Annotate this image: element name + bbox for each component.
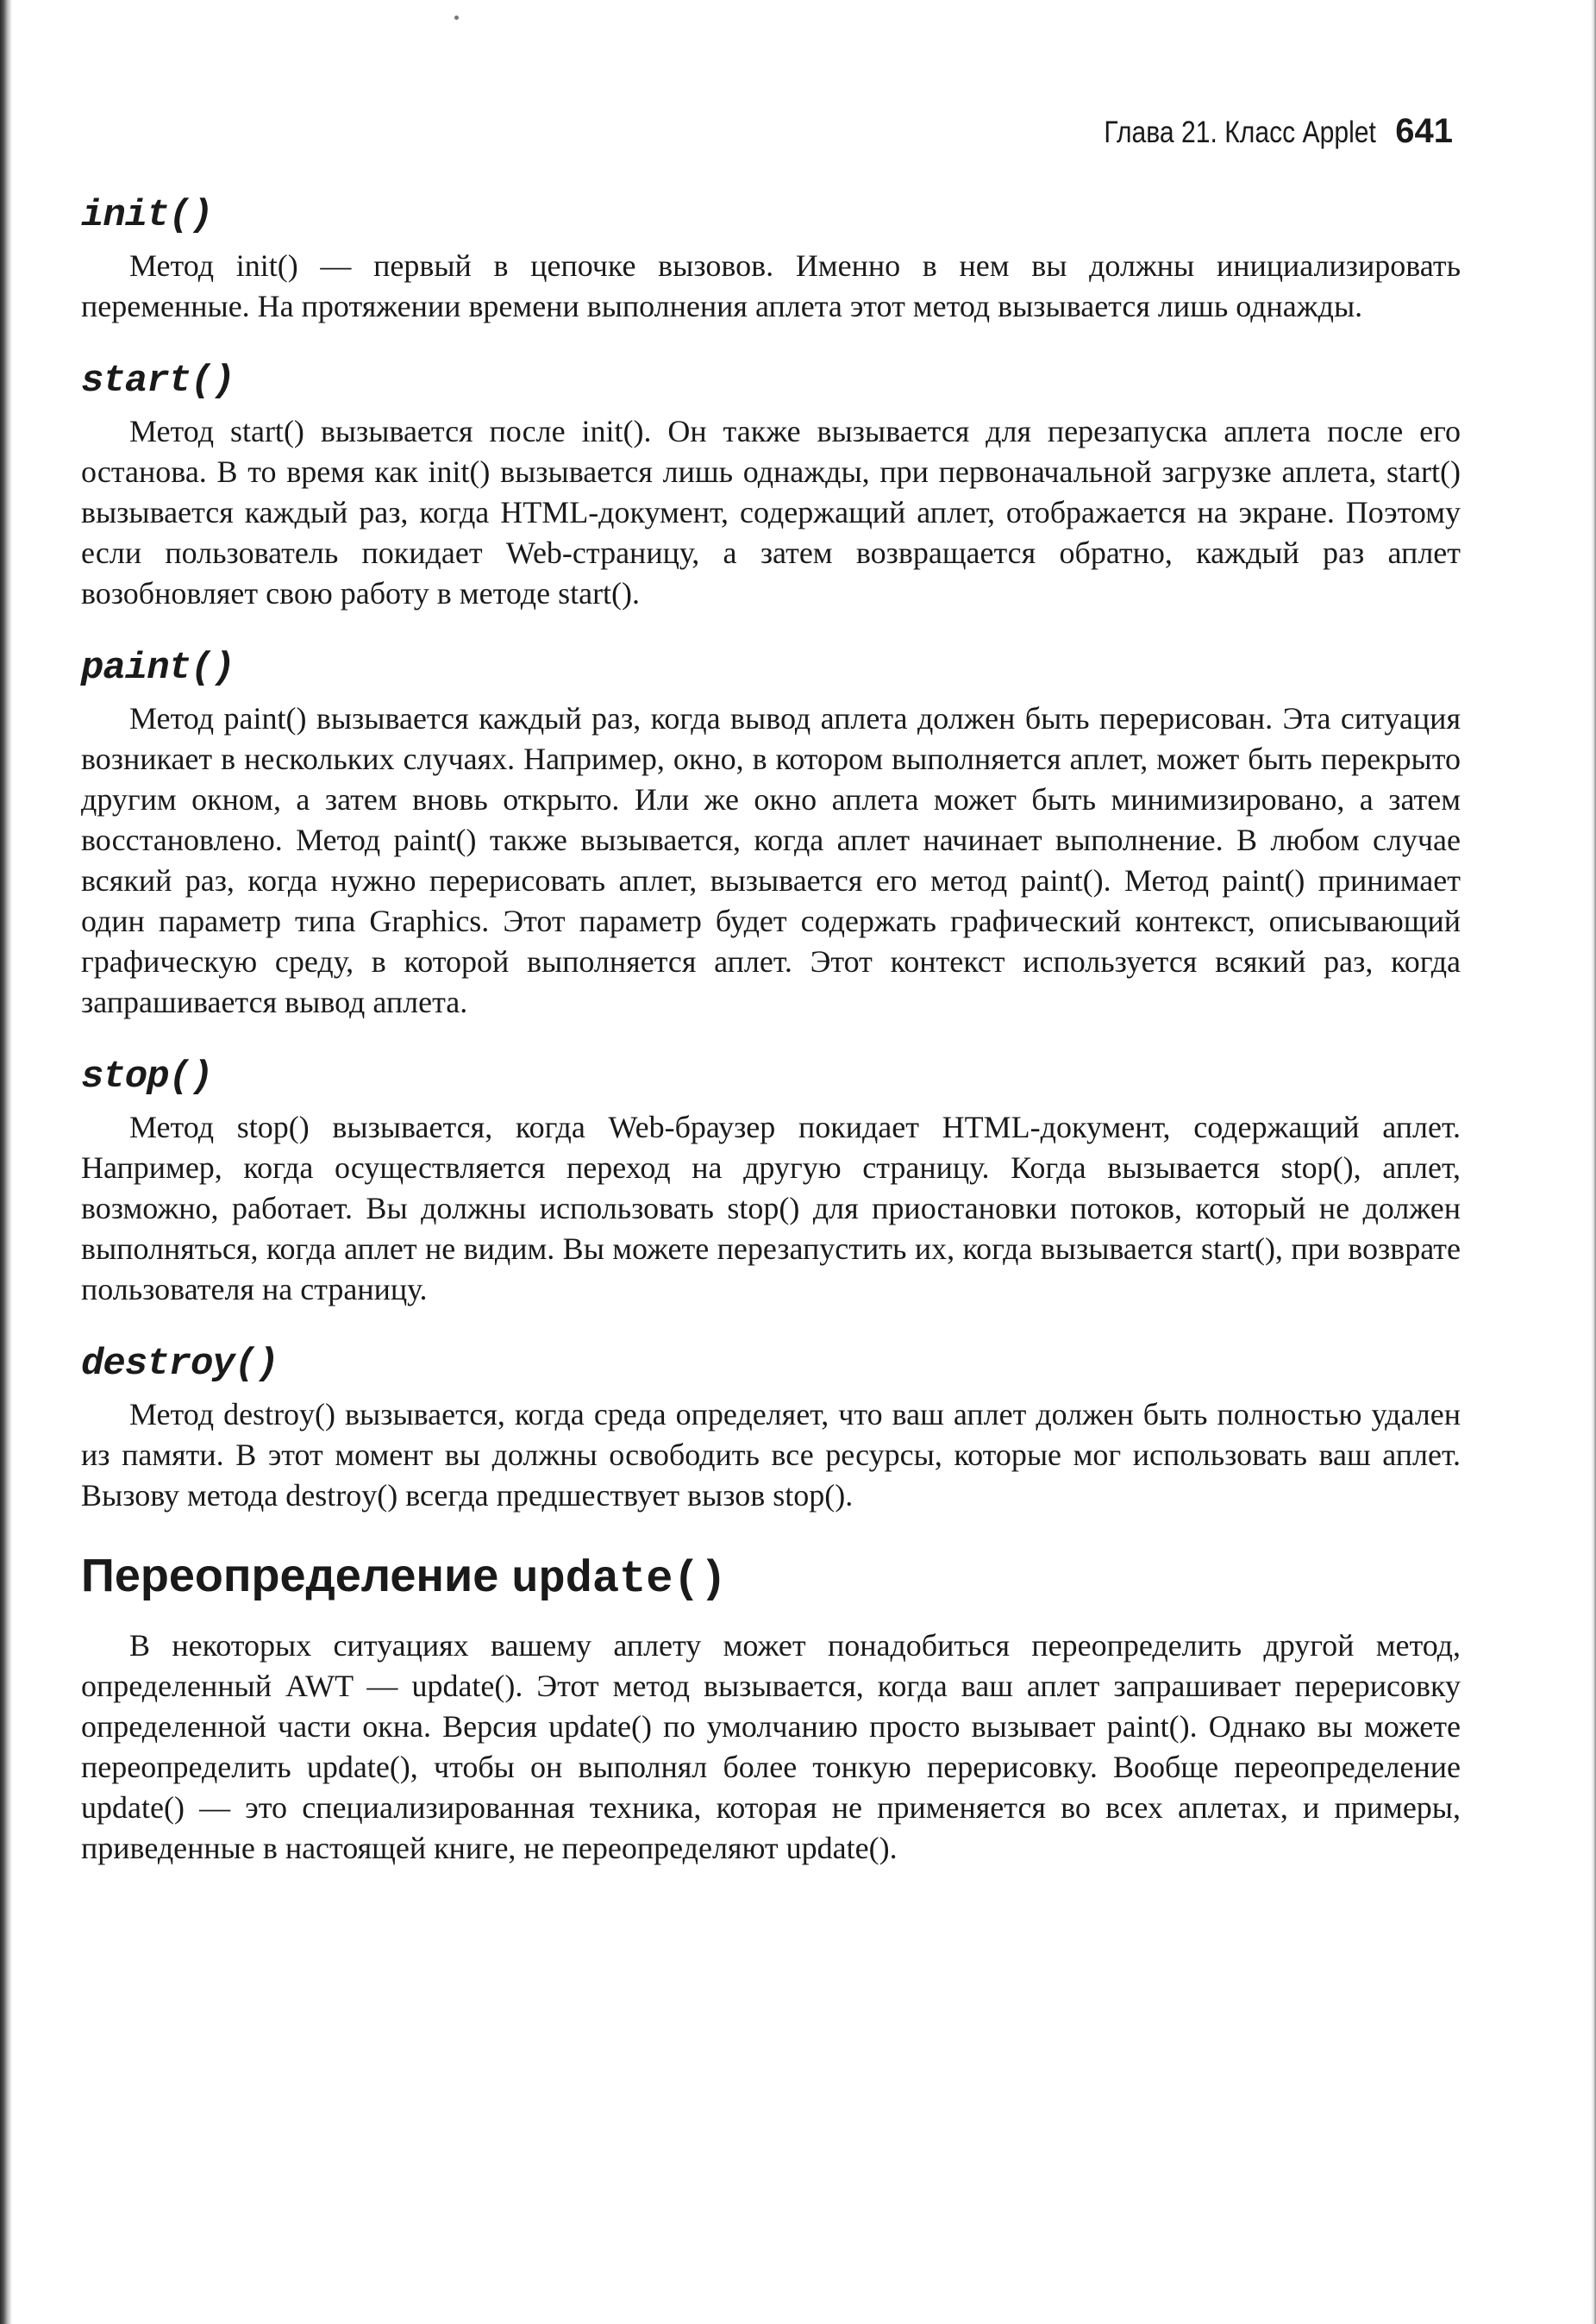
scan-right-edge (1591, 0, 1596, 2324)
heading-start: start() (81, 360, 235, 403)
paragraph-start: Метод start() вызывается после init(). Он также вызывается для перезапуска аплета после его останова. В то время как init() вызывается лишь однажды, при первоначальной загрузке аплета, start() вызывается каждый раз, когда HTML-документ, содержащий аплет, отображается на экране. Поэтому если пользователь покидает Web-страницу, а затем возвращается обратно, каждый раз аплет возобновляет свою работу в методе start(). (81, 414, 1461, 611)
heading-destroy: destroy() (81, 1343, 279, 1386)
heading-stop: stop() (81, 1056, 213, 1099)
page-content (81, 194, 1461, 1901)
paragraph-override-update: В некоторых ситуациях вашему аплету может понадобиться переопределить другой метод, определенный AWT — update(). Этот метод вызывается, когда ваш аплет запрашивает перерисовку определенной части окна. Версия update() по умолчанию просто вызывает paint(). Однако вы можете переопределить update(), чтобы он выполнял более тонкую перерисовку. Вообще переопределение update() — это специализированная техника, которая не применяется во всех аплетах, и примеры, приведенные в настоящей книге, не переопределяют update(). (81, 1628, 1461, 1865)
heading-override-update (81, 1549, 1461, 1607)
chapter-title: Глава 21. Класс Applet (1104, 116, 1377, 149)
heading-init: init() (81, 194, 213, 237)
paragraph-stop: Метод stop() вызывается, когда Web-браузер покидает HTML-документ, содержащий аплет. Например, когда осуществляется переход на другую страницу. Когда вызывается stop(), аплет, возможно, работает. Вы должны использовать stop() для приостановки потоков, который не должен выполняться, когда аплет не видим. Вы можете перезапустить их, когда вызывается start(), при возврате пользователя на страницу. (81, 1110, 1461, 1306)
heading-override-update-prefix: Переопределение (81, 1550, 512, 1601)
heading-override-update-code: update() (511, 1554, 727, 1605)
paragraph-destroy: Метод destroy() вызывается, когда среда определяет, что ваш аплет должен быть полностью удален из памяти. В этот момент вы должны освободить все ресурсы, которые мог использовать ваш аплет. Вызову метода destroy() всегда предшествует вызов stop(). (81, 1397, 1461, 1513)
running-header (1056, 112, 1453, 151)
paragraph-paint: Метод paint() вызывается каждый раз, когда вывод аплета должен быть перерисован. Эта ситуация возникает в нескольких случаях. Например, окно, в котором выполняется аплет, может быть перекрыто другим окном, а затем вновь открыто. Или же окно аплета может быть минимизировано, а затем восстановлено. Метод paint() также вызывается, когда аплет начинает выполнение. В любом случае всякий раз, когда нужно перерисовать аплет, вызывается его метод paint(). Метод paint() принимает один параметр типа Graphics. Этот параметр будет содержать графический контекст, описывающий графическую среду, в которой выполняется аплет. Этот контекст используется всякий раз, когда запрашивается вывод аплета. (81, 701, 1461, 1019)
scan-left-edge (0, 0, 12, 2324)
scan-speck (454, 16, 459, 20)
paragraph-init: Метод init() — первый в цепочке вызовов. Именно в нем вы должны инициализировать переменные. На протяжении времени выполнения аплета этот метод вызывается лишь однажды. (81, 248, 1461, 323)
heading-paint: paint() (81, 647, 235, 690)
page-number: 641 (1395, 112, 1453, 150)
